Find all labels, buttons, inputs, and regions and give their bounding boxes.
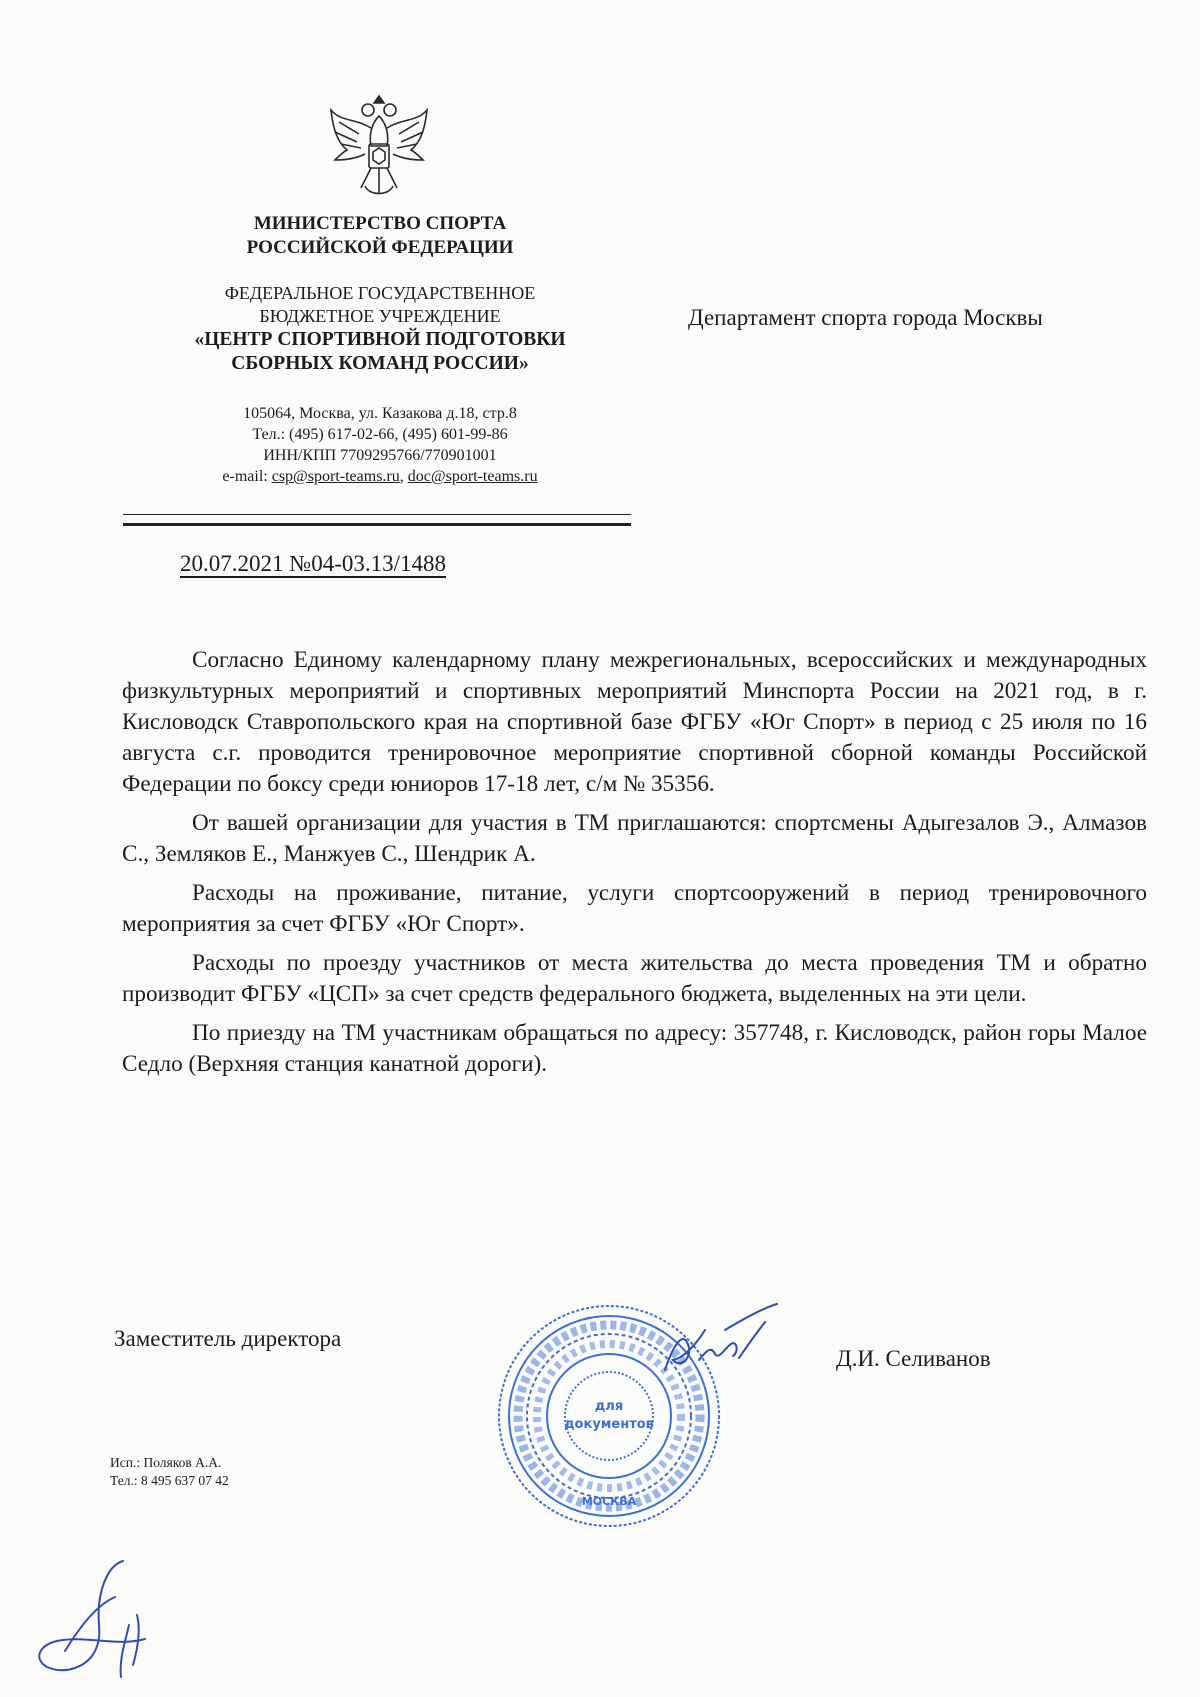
coat-of-arms-icon [325,88,433,206]
body-paragraph-3: Расходы на проживание, питание, услуги спортсооружений в период тренировочного мероприятия за счет ФГБУ «Юг Спорт». [122,880,1147,937]
executor-phone: Тел.: 8 495 637 07 42 [110,1473,229,1488]
handwritten-signature [655,1300,780,1385]
ministry-line-1: МИНИСТЕРСТВО СПОРТА [253,213,507,234]
handwritten-initials [25,1555,165,1685]
letter-body [122,645,1147,1088]
letterhead-divider-thick [123,523,631,526]
org-address: 105064, Москва, ул. Казакова д.18, стр.8 [243,405,517,422]
body-paragraph-5: По приезду на ТМ участникам обращаться по адресу: 357748, г. Кисловодск, район горы Малое Седло (Верхняя станция канатной дороги). [122,1020,1147,1077]
stamp-center-line-1: для [594,1399,624,1414]
signatory-title: Заместитель директора [114,1326,342,1351]
stamp-city: МОСКВА [581,1495,637,1508]
recipient: Департамент спорта города Москвы [688,305,1043,330]
executor-info [110,1454,229,1490]
body-paragraph-1: Согласно Единому календарному плану межрегиональных, всероссийских и международных физкультурных мероприятий и спортивных мероприятий Минспорта России на 2021 год, в г. Кисловодск Ставропольского края на спортивной базе ФГБУ «Юг Спорт» в период с 25 июля по 16 августа с.г. проводится тренировочное мероприятие спортивной сборной команды Российской Федерации по боксу среди юниоров 17-18 лет, с/м № 35356. [122,647,1147,797]
org-line-1: ФЕДЕРАЛЬНОЕ ГОСУДАРСТВЕННОЕ [224,283,536,303]
email-link-2[interactable]: doc@sport-teams.ru [407,468,538,485]
org-phone: Тел.: (495) 617-02-66, (495) 601-99-86 [252,426,508,443]
ministry-header [195,212,565,260]
organization-header [150,282,610,376]
org-inn: ИНН/КПП 7709295766/770901001 [263,447,497,464]
email-separator: , [399,468,404,485]
letterhead-divider-thin [123,514,631,515]
stamp-center-line-2: документов [564,1417,654,1432]
org-line-2: БЮДЖЕТНОЕ УЧРЕЖДЕНИЕ [259,306,501,326]
ministry-line-2: РОССИЙСКОЙ ФЕДЕРАЦИИ [246,237,514,258]
document-reference: 20.07.2021 №04-03.13/1488 [180,551,446,576]
org-contacts [150,403,610,487]
executor-name: Исп.: Поляков А.А. [110,1455,222,1470]
signatory-name: Д.И. Селиванов [836,1346,991,1371]
org-name-line-1: «ЦЕНТР СПОРТИВНОЙ ПОДГОТОВКИ [194,329,566,350]
org-email-line [150,466,610,487]
stamp-inner-ring [565,1372,653,1460]
email-label: e-mail: [222,468,268,485]
body-paragraph-4: Расходы по проезду участников от места жительства до места проведения ТМ и обратно производит ФГБУ «ЦСП» за счет средств федерального бюджета, выделенных на эти цели. [122,950,1147,1007]
org-name-line-2: СБОРНЫХ КОМАНД РОССИИ» [231,353,529,374]
body-paragraph-2: От вашей организации для участия в ТМ приглашаются: спортсмены Адыгезалов Э., Алмазов С., Земляков Е., Манжуев С., Шендрик А. [122,810,1147,867]
email-link-1[interactable]: csp@sport-teams.ru [271,468,400,485]
